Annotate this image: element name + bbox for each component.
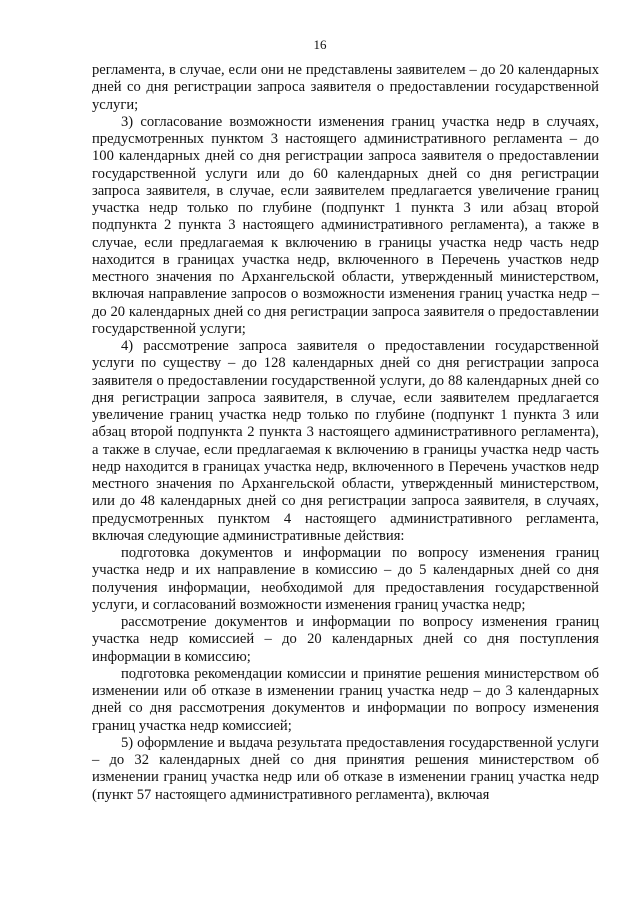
paragraph-action-review: рассмотрение документов и информации по вопросу изменения границ участка недр комиссией – до 20 календарных дней со дня поступления информации в комиссию; bbox=[92, 614, 599, 665]
document-body bbox=[92, 62, 599, 804]
paragraph-continuation: регламента, в случае, если они не представлены заявителем – до 20 календарных дней со дня регистрации запроса заявителя о предоставлении государственной услуги; bbox=[92, 62, 599, 113]
paragraph-item-3: 3) согласование возможности изменения границ участка недр в случаях, предусмотренных пунктом 3 настоящего административного регламента – до 100 календарных дней со дня регистрации запроса заявителя о предоставлении государственной услуги или до 60 календарных дней со дня регистрации запроса заявителя, в случае, если заявителем предлагается увеличение границ участка недр только по глубине (подпункт 1 пункта 3 или абзац второй подпункта 2 пункта 3 настоящего административного регламента), а также в случае, если предлагаемая к включению в границы участка недр часть недр находится в границах участка недр, включенного в Перечень участков недр местного значения по Архангельской области, утвержденный министерством, включая направление запросов о возможности изменения границ участка недр – до 20 календарных дней со дня регистрации запроса заявителя о предоставлении государственной услуги; bbox=[92, 113, 599, 337]
paragraph-item-4: 4) рассмотрение запроса заявителя о предоставлении государственной услуги по существу – до 128 календарных дней со дня регистрации запроса заявителя о предоставлении государственной услуги, до 88 календарных дней со дня регистрации запроса заявителя, в случае, если заявителем предлагается увеличение границ участка недр только по глубине (подпункт 1 пункта 3 или абзац второй подпункта 2 пункта 3 настоящего административного регламента), а также в случае, если предлагаемая к включению в границы участка недр часть недр находится в границах участка недр, включенного в Перечень участков недр местного значения по Архангельской области, утвержденный министерством, или до 48 календарных дней со дня регистрации запроса заявителя, в случаях, предусмотренных пунктом 4 настоящего административного регламента, включая следующие административные действия: bbox=[92, 338, 599, 544]
paragraph-item-5: 5) оформление и выдача результата предоставления государственной услуги – до 32 календарных дней со дня принятия решения министерством об изменении границ участка недр или об отказе в изменении границ участка недр (пункт 57 настоящего административного регламента), включая bbox=[92, 734, 599, 803]
paragraph-action-preparation: подготовка документов и информации по вопросу изменения границ участка недр и их направление в комиссию – до 5 календарных дней со дня получения информации, необходимой для предоставления государственной услуги, и согласований возможности изменения границ участка недр; bbox=[92, 545, 599, 613]
page-number: 16 bbox=[313, 37, 327, 52]
paragraph-action-decision: подготовка рекомендации комиссии и принятие решения министерством об изменении или об отказе в изменении границ участка недр – до 3 календарных дней со дня рассмотрения документов и информации по вопросу изменения границ участка недр комиссией; bbox=[92, 665, 599, 734]
